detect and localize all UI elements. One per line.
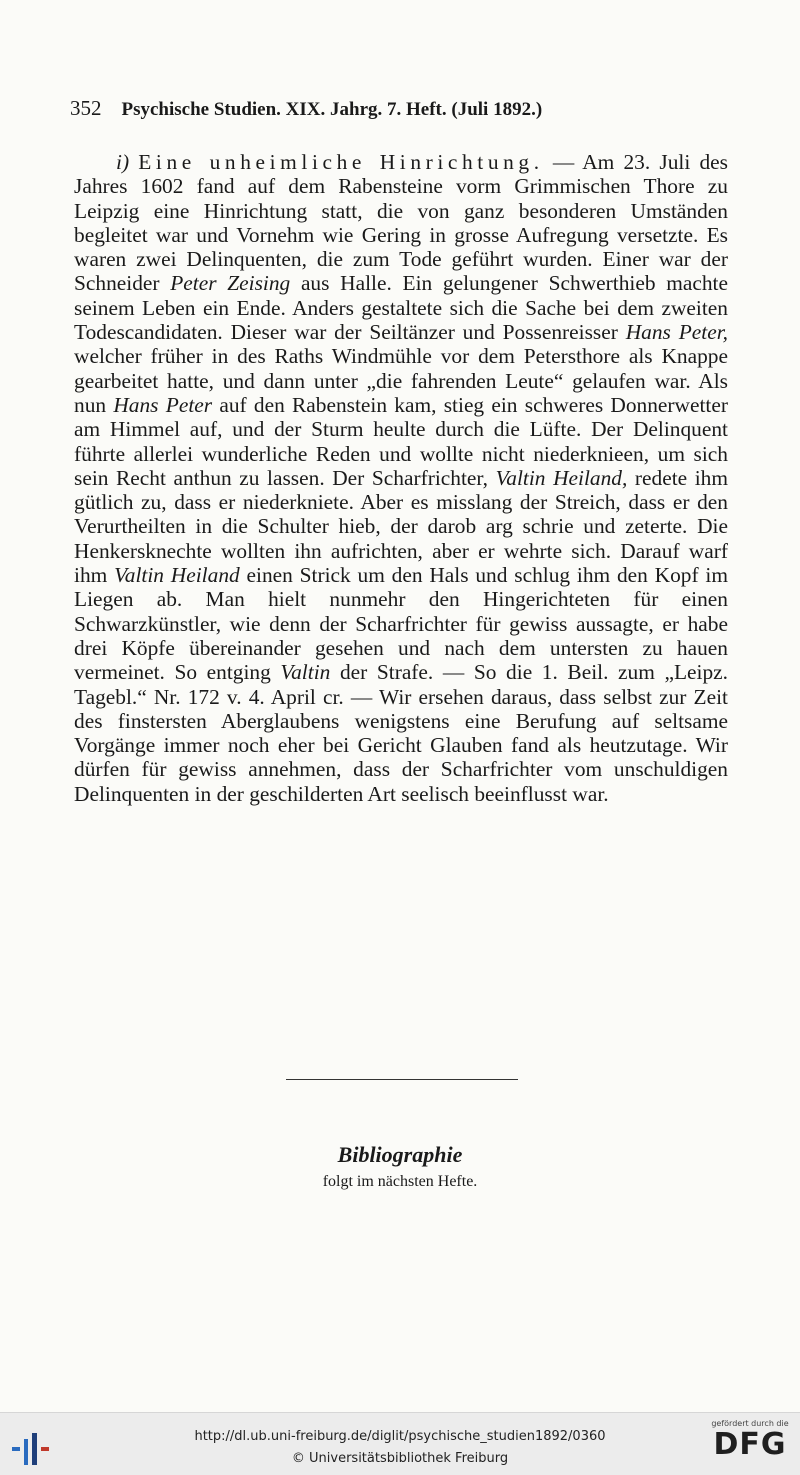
dfg-logo-text: DFG <box>713 1427 787 1462</box>
article-text-3: welcher früher in des Raths Windmühle vor dem Petersthore als Knappe gearbeitet hatte, und dann unter „die fahrenden Leute“ gelaufen war. Als nun <box>74 344 728 417</box>
copyright-notice: © Universitätsbibliothek Freiburg <box>291 1451 509 1466</box>
dfg-funded-label: gefördert durch die <box>711 1419 789 1428</box>
bibliography-subtitle: folgt im nächsten Hefte. <box>322 1173 478 1190</box>
article-marker: i) <box>116 150 130 174</box>
name-hans-peter-1: Hans Peter, <box>625 320 728 345</box>
section-divider <box>286 1079 518 1080</box>
article-body <box>74 150 728 806</box>
article-text-2: aus Halle. Ein gelungener Schwerthieb machte seinem Leben ein Ende. Anders gestaltete sich die Sache bei dem zweiten Todescandidaten. Dieser war der Seiltänzer und Possenreisser <box>74 271 728 345</box>
article-text-7: der Strafe. — So die 1. Beil. zum „Leipz. Tagebl.“ Nr. 172 v. 4. April cr. — Wir ersehen daraus, dass selbst zur Zeit des finstersten Aberglaubens wenigstens eine Berufung auf seltsame Vorgänge immer noch eher bei Gericht Glauben fand als heutzutage. Wir dürfen für gewiss annehmen, dass der Scharfrichter vom unschuldigen Delinquenten in der geschilderten Art seelisch beeinflusst war. <box>74 660 728 806</box>
viewer-footer <box>0 1412 800 1475</box>
article-text-4: auf den Rabenstein kam, stieg ein schweres Donnerwetter am Himmel auf, und der Sturm heulte durch die Lüfte. Der Delinquent führte allerlei wunderliche Reden und wollte nicht niederknieen, um sich sein Recht anthun zu lassen. Der Scharfrichter, <box>74 392 728 490</box>
article-text-1: — Am 23. Juli des Jahres 1602 fand auf dem Rabensteine vorm Grimmischen Thore zu Leipzig eine Hinrichtung statt, die von ganz besonderen Umständen begleitet war und Vornehm wie Gering in grosse Aufregung versetzte. Es waren zwei Delinquenten, die zum Tode geführt wurden. Einer war der Schneider <box>74 150 728 296</box>
article-title: Eine unheimliche Hinrichtung. <box>138 150 544 174</box>
permalink-url[interactable]: http://dl.ub.uni-freiburg.de/diglit/psychische_studien1892/0360 <box>194 1429 606 1444</box>
name-valtin: Valtin <box>280 660 331 685</box>
name-peter-zeising: Peter Zeising <box>170 271 291 296</box>
article-text-5: redete ihm gütlich zu, dass er niederkniete. Aber es misslang der Streich, dass er den Verurtheilten in die Schulter hieb, der darob arg schrie und zeterte. Die Henkersknechte wollten ihn aufrichten, aber er wehrte sich. Darauf warf ihm <box>74 465 729 588</box>
running-header <box>70 96 730 121</box>
running-title: Psychische Studien. XIX. Jahrg. 7. Heft. (Juli 1892.) <box>121 99 543 120</box>
name-hans-peter-2: Hans Peter <box>113 392 213 417</box>
name-valtin-heiland-2: Valtin Heiland <box>114 563 240 588</box>
name-valtin-heiland-1: Valtin Heiland, <box>495 465 628 490</box>
article-paragraph <box>74 150 728 806</box>
dfg-logo-icon <box>705 1419 795 1471</box>
bibliography-title: Bibliographie <box>337 1142 463 1167</box>
page-number: 352 <box>70 96 102 120</box>
article-text-6: einen Strick um den Hals und schlug ihm den Kopf im Liegen ab. Man hielt nunmehr den Hingerichteten für einen Schwarzkünstler, wie denn der Scharfrichter für gewiss aussagte, er habe drei Köpfe übereinander gesehen und nach dem untersten zu hauen vermeinet. So entging <box>74 563 728 685</box>
